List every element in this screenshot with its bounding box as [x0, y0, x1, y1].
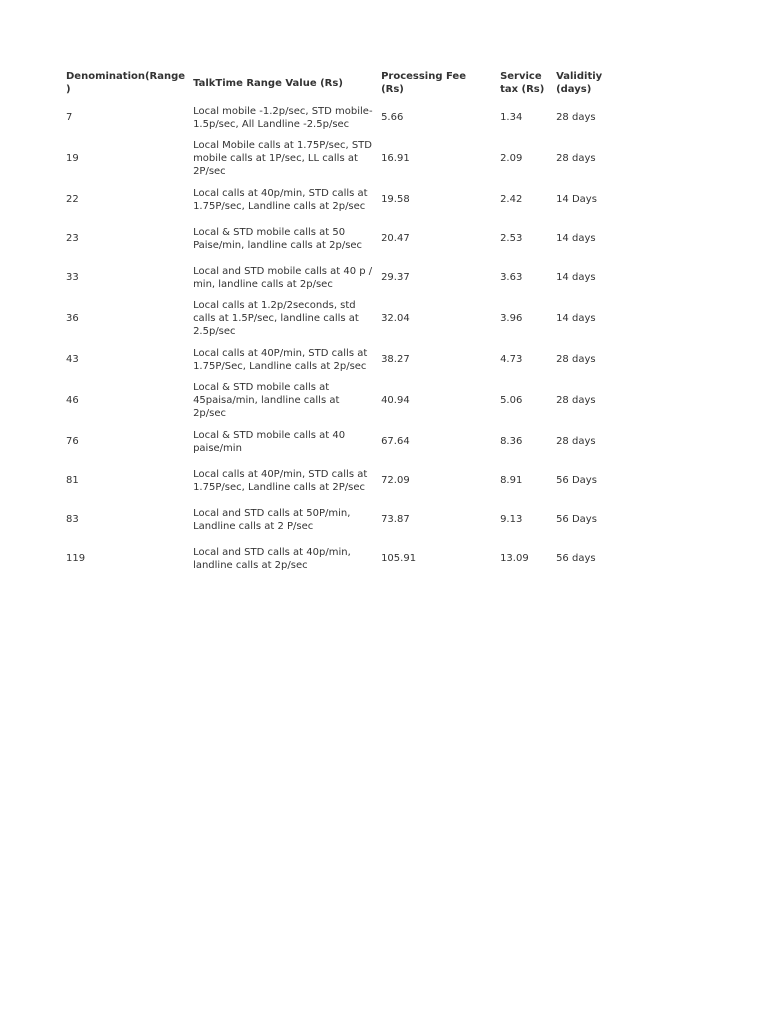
cell-denomination: 81 — [66, 475, 79, 486]
cell-processing-fee: 20.47 — [381, 233, 410, 244]
cell-processing-fee: 16.91 — [381, 153, 410, 164]
tariff-table — [62, 68, 616, 578]
cell-denomination: 22 — [66, 194, 79, 205]
cell-service-tax: 8.91 — [500, 475, 523, 486]
cell-talktime: Local & STD mobile calls at 45paisa/min, landline calls at 2p/sec — [193, 382, 340, 419]
cell-processing-fee: 32.04 — [381, 313, 410, 324]
table-row — [62, 180, 616, 219]
table-header-row — [62, 68, 616, 98]
cell-denomination: 76 — [66, 436, 79, 447]
cell-service-tax: 2.53 — [500, 233, 523, 244]
table-row — [62, 219, 616, 258]
cell-service-tax: 8.36 — [500, 436, 523, 447]
cell-talktime: Local and STD calls at 50P/min, Landline calls at 2 P/sec — [193, 507, 351, 532]
cell-validity: 56 days — [556, 553, 596, 564]
cell-validity: 28 days — [556, 395, 596, 406]
cell-service-tax: 13.09 — [500, 553, 529, 564]
header-processing-fee: Processing Fee (Rs) — [381, 71, 466, 95]
cell-processing-fee: 38.27 — [381, 354, 410, 365]
table-row — [62, 297, 616, 340]
table-row — [62, 500, 616, 539]
cell-denomination: 43 — [66, 354, 79, 365]
table-row — [62, 137, 616, 180]
cell-denomination: 83 — [66, 514, 79, 525]
cell-service-tax: 1.34 — [500, 112, 523, 123]
table-row — [62, 98, 616, 137]
cell-service-tax: 4.73 — [500, 354, 523, 365]
cell-denomination: 33 — [66, 272, 79, 283]
cell-processing-fee: 5.66 — [381, 112, 404, 123]
cell-validity: 28 days — [556, 153, 596, 164]
cell-processing-fee: 105.91 — [381, 553, 417, 564]
cell-processing-fee: 40.94 — [381, 395, 410, 406]
cell-talktime: Local calls at 40P/min, STD calls at 1.75P/sec, Landline calls at 2P/sec — [193, 468, 368, 493]
table-row — [62, 258, 616, 297]
header-validity: Validitiy (days) — [556, 71, 603, 95]
cell-denomination: 19 — [66, 153, 79, 164]
cell-talktime: Local mobile -1.2p/sec, STD mobile-1.5p/sec, All Landline -2.5p/sec — [193, 105, 373, 130]
cell-validity: 14 days — [556, 233, 596, 244]
cell-processing-fee: 29.37 — [381, 272, 410, 283]
cell-validity: 28 days — [556, 354, 596, 365]
cell-processing-fee: 73.87 — [381, 514, 410, 525]
header-service-tax: Service tax (Rs) — [500, 71, 545, 95]
cell-service-tax: 2.42 — [500, 194, 523, 205]
cell-talktime: Local calls at 40P/min, STD calls at 1.75P/Sec, Landline calls at 2p/sec — [193, 347, 368, 372]
table-row — [62, 340, 616, 379]
cell-processing-fee: 67.64 — [381, 436, 410, 447]
cell-denomination: 46 — [66, 395, 79, 406]
cell-denomination: 23 — [66, 233, 79, 244]
cell-validity: 14 days — [556, 313, 596, 324]
cell-validity: 14 Days — [556, 194, 597, 205]
cell-talktime: Local & STD mobile calls at 50 Paise/min, landline calls at 2p/sec — [193, 226, 363, 251]
cell-talktime: Local calls at 40p/min, STD calls at 1.75P/sec, Landline calls at 2p/sec — [193, 187, 368, 212]
cell-validity: 28 days — [556, 112, 596, 123]
cell-denomination: 119 — [66, 553, 86, 564]
table-row — [62, 422, 616, 461]
cell-processing-fee: 19.58 — [381, 194, 410, 205]
cell-validity: 56 Days — [556, 514, 597, 525]
cell-validity: 28 days — [556, 436, 596, 447]
cell-talktime: Local Mobile calls at 1.75P/sec, STD mobile calls at 1P/sec, LL calls at 2P/sec — [193, 140, 372, 177]
cell-service-tax: 3.96 — [500, 313, 523, 324]
cell-denomination: 36 — [66, 313, 79, 324]
cell-service-tax: 2.09 — [500, 153, 523, 164]
header-denomination: Denomination(Range ) — [66, 71, 186, 95]
header-talktime: TalkTime Range Value (Rs) — [193, 77, 343, 89]
table-row — [62, 461, 616, 500]
cell-talktime: Local and STD calls at 40p/min, landline calls at 2p/sec — [193, 546, 351, 571]
cell-processing-fee: 72.09 — [381, 475, 410, 486]
cell-service-tax: 5.06 — [500, 395, 523, 406]
table-row — [62, 539, 616, 578]
cell-talktime: Local and STD mobile calls at 40 p / min, landline calls at 2p/sec — [193, 265, 373, 290]
cell-denomination: 7 — [66, 112, 73, 123]
cell-talktime: Local & STD mobile calls at 40 paise/min — [193, 429, 346, 454]
cell-service-tax: 3.63 — [500, 272, 523, 283]
cell-validity: 56 Days — [556, 475, 597, 486]
table-row — [62, 379, 616, 422]
cell-validity: 14 days — [556, 272, 596, 283]
cell-service-tax: 9.13 — [500, 514, 523, 525]
cell-talktime: Local calls at 1.2p/2seconds, std calls at 1.5P/sec, landline calls at 2.5p/sec — [193, 300, 359, 337]
table-body — [62, 98, 616, 578]
